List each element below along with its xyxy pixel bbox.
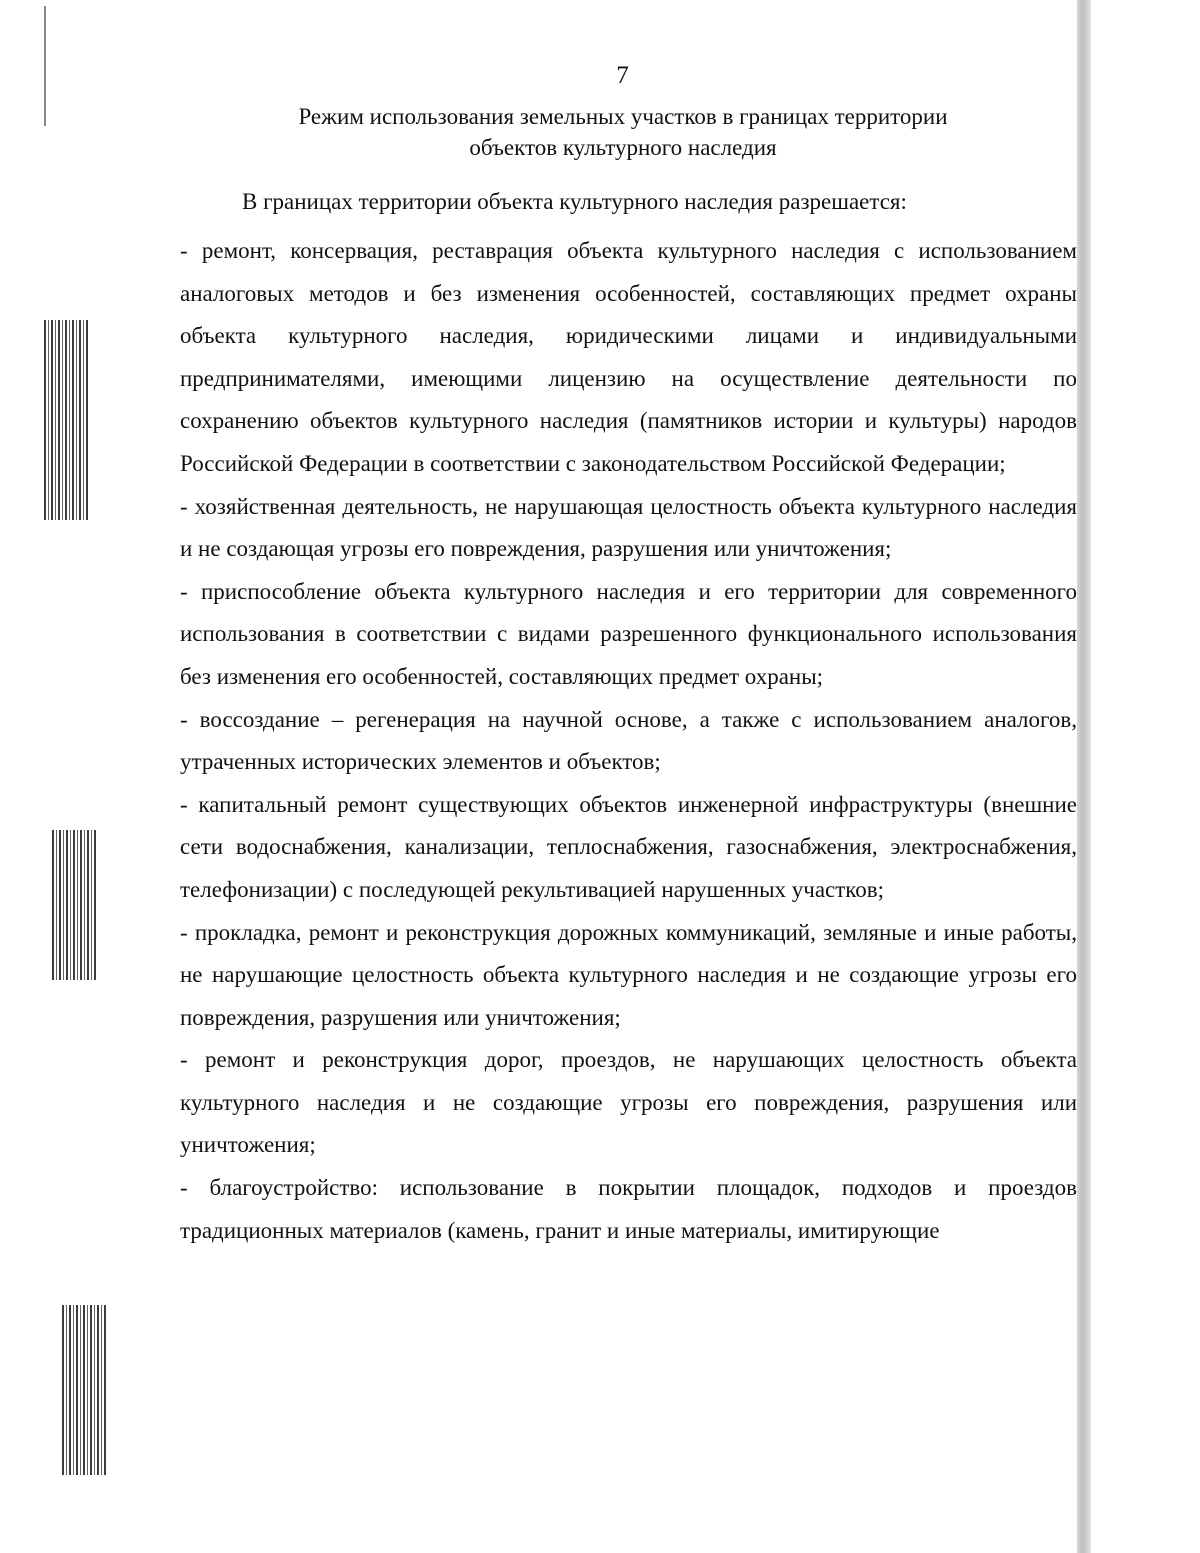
title-line-1: Режим использования земельных участков в границах территории bbox=[298, 104, 948, 129]
list-item: - прокладка, ремонт и реконструкция дорожных коммуникаций, земляные и иные работы, не нарушающие целостность объекта культурного наследия и не создающие угрозы его повреждения, разрушения или уничтожения; bbox=[180, 919, 1077, 1030]
title-line-2: объектов культурного наследия bbox=[469, 135, 777, 160]
page-title bbox=[230, 101, 1016, 163]
page-number: 7 bbox=[616, 62, 629, 89]
scan-artifact-mark bbox=[52, 830, 98, 980]
list-item: - ремонт и реконструкция дорог, проездов, не нарушающих целостность объекта культурного наследия и не создающие угрозы его повреждения, разрушения или уничтожения; bbox=[180, 1047, 1077, 1158]
list-item: - капитальный ремонт существующих объектов инженерной инфраструктуры (внешние сети водоснабжения, канализации, теплоснабжения, газоснабжения, электроснабжения, телефонизации) с последующей рекультивацией нарушенных участков; bbox=[180, 791, 1077, 902]
list-item: - ремонт, консервация, реставрация объекта культурного наследия с использованием аналоговых методов и без изменения особенностей, составляющих предмет охраны объекта культурного наследия, юридическими лицами и индивидуальными предпринимателями, имеющими лицензию на осуществление деятельности по сохранению объектов культурного наследия (памятников истории и культуры) народов Российской Федерации в соответствии с законодательством Российской Федерации; bbox=[180, 238, 1077, 476]
list-item: - воссоздание – регенерация на научной основе, а также с использованием аналогов, утраченных исторических элементов и объектов; bbox=[180, 706, 1077, 775]
list-item: - благоустройство: использование в покрытии площадок, подходов и проездов традиционных материалов (камень, гранит и иные материалы, имитирующие bbox=[180, 1175, 1077, 1243]
scan-artifact-mark bbox=[44, 320, 90, 520]
list-item: - приспособление объекта культурного наследия и его территории для современного использования в соответствии с видами разрешенного функционального использования без изменения его особенностей, составляющих предмет охраны; bbox=[180, 578, 1077, 689]
scan-artifact-mark bbox=[62, 1305, 108, 1475]
intro-paragraph: В границах территории объекта культурного наследия разрешается: bbox=[242, 189, 907, 214]
scan-artifact-edge bbox=[1077, 0, 1091, 1553]
list-item: - хозяйственная деятельность, не нарушающая целостность объекта культурного наследия и не создающая угрозы его повреждения, разрушения или уничтожения; bbox=[180, 493, 1077, 562]
permitted-activities-list bbox=[180, 230, 1077, 1252]
